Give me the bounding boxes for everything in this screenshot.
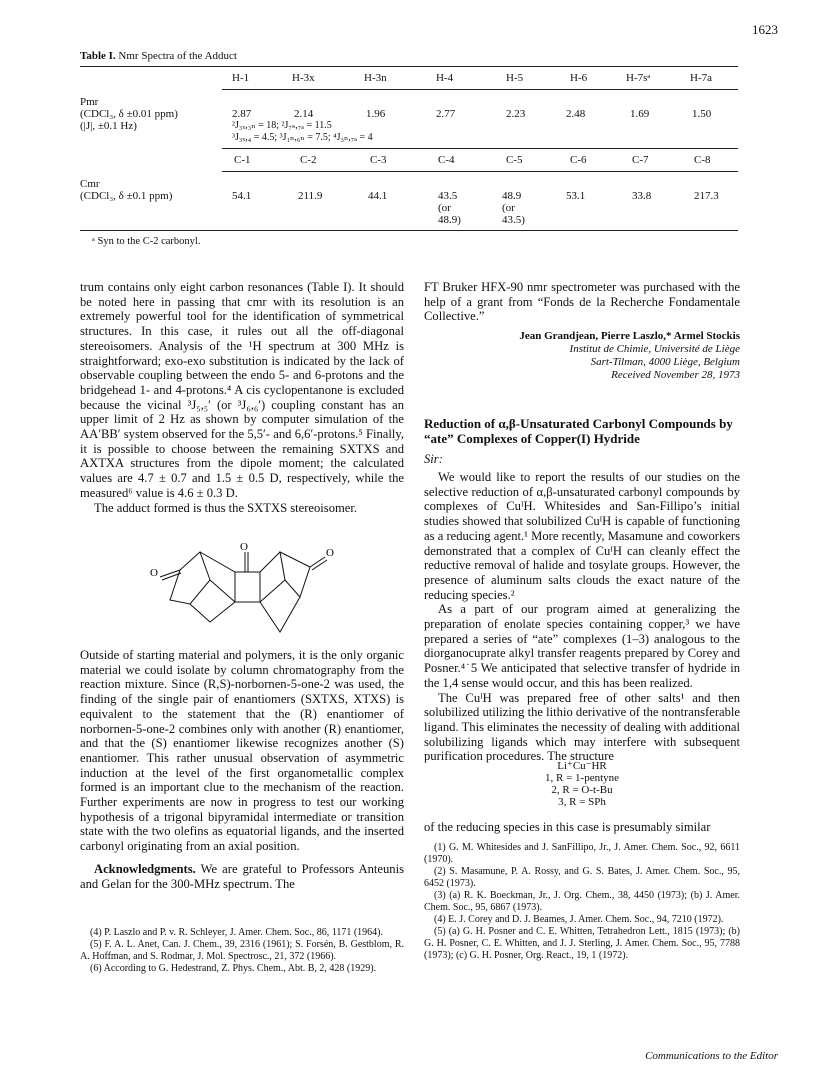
reference-4b: (4) E. J. Corey and D. J. Beames, J. Amer. Chem. Soc., 94, 7210 (1972).	[434, 914, 724, 925]
ack-heading: Acknowledgments.	[94, 861, 196, 876]
pmr-value-h3x: 2.14	[294, 108, 314, 120]
reference-4: (4) P. Laszlo and P. v. R. Schleyer, J. Amer. Chem. Soc., 86, 1171 (1964).	[90, 927, 383, 938]
carbonyl-right-bond-2	[312, 560, 327, 570]
compound-2: 2, R = O-t-Bu	[551, 784, 613, 796]
pmr-h5: H-5	[506, 72, 524, 84]
cmr-value-c5: 48.9	[502, 190, 522, 202]
reference-2: (2) S. Masamune, P. A. Rossy, and G. S. Bates, J. Amer. Chem. Soc., 95, 6452 (1973).	[424, 866, 740, 889]
cmr-header-rule	[222, 171, 738, 172]
cmr-value-c3: 44.1	[368, 190, 388, 202]
page-number: 1623	[752, 22, 778, 37]
pmr-label-1: Pmr	[80, 96, 99, 108]
cmr-value-c8: 217.3	[694, 190, 719, 202]
pmr-h4: H-4	[436, 72, 454, 84]
left-paragraph-2: The adduct formed is thus the SXTXS stereoisomer.	[94, 500, 358, 515]
affiliation-2: Sart-Tilman, 4000 Liège, Belgium	[590, 356, 740, 368]
cmr-c2: C-2	[300, 154, 317, 166]
pmr-value-h7s: 1.69	[630, 108, 650, 120]
carbonyl-left-bond	[160, 570, 180, 577]
left-ring	[170, 552, 210, 604]
cmr-label-2: (CDCl₃, δ ±0.1 ppm)	[80, 190, 173, 202]
cmr-label-1: Cmr	[80, 178, 100, 190]
cmr-c4: C-4	[438, 154, 455, 166]
oxygen-right: O	[326, 547, 334, 559]
right-references	[424, 842, 740, 962]
right-ring	[280, 552, 310, 597]
table-label: Table I.	[80, 50, 116, 62]
ack-text: We are grateful to Professors Anteunis and Gelan for the 300-MHz spectrum. The	[80, 861, 404, 891]
pmr-h3x: H-3x	[292, 72, 315, 84]
compound-3: 3, R = SPh	[558, 796, 606, 808]
right-paragraph-3: As a part of our program aimed at generalizing the preparation of enolate species containing copper,³ we have prepared a series of “ate” complexes (1–3) analogous to the diorganocuprate alkyl transfer reagents prepared by Corey and Posner.⁴˙5 We anticipated that selective transfer of hydride in the 1,4 sense would occur, and this has been realized.	[424, 602, 740, 690]
left-paragraph-3: Outside of starting material and polymers, it is the only organic material we could isolate by column chromatography from the reaction mixture. Since (R,S)-norbornen-5-one-2 was used, the finding of the single pair of enantiomers (SXTXS, XTXS) is equivalent to the statement that the (R) enantiomer of norbornen-5-one-2 combines only with another (R) enantiomer, and that the (S) enantiomer likewise recognizes another (S) enantiomer. This rather unusual observation of asymmetric induction at the level of the first organometallic complex formed is an important clue to the mechanism of the reaction. Further experiments are now in progress to test our working hypothesis of a trigonal bipyramidal intermediate or transition state with the two olefins as equatorial ligands, and the inserted carbonyl originating from an axial position.	[80, 648, 404, 854]
cmr-c5-alt-2: 43.5)	[502, 214, 525, 226]
pmr-label-3: (|J|, ±0.1 Hz)	[80, 120, 137, 132]
reference-1: (1) G. M. Whitesides and J. SanFillipo, Jr., J. Amer. Chem. Soc., 92, 6611 (1970).	[424, 842, 740, 865]
pmr-coupling-2: ³J₃ₓ,₄ = 4.5; ³J₁ₙ,₆ₙ = 7.5; ⁴J₃ₙ,₇ₐ = 4	[232, 132, 373, 143]
pmr-h6: H-6	[570, 72, 588, 84]
carbonyl-right-bond	[310, 557, 325, 567]
right-paragraph-1: FT Bruker HFX-90 nmr spectrometer was purchased with the help of a grant from “Fonds de la Recherche Fondamentale Collective.”	[424, 280, 740, 324]
cmr-c4-alt-2: 48.9)	[438, 214, 461, 226]
cmr-top-rule	[222, 148, 738, 149]
compound-1: 1, R = 1-pentyne	[544, 772, 620, 784]
author-block	[424, 330, 740, 382]
acknowledgments	[80, 862, 404, 891]
cmr-c5-alt-1: (or	[502, 202, 515, 214]
ring-junction	[235, 572, 260, 602]
pmr-h3n: H-3n	[364, 72, 387, 84]
authors: Jean Grandjean, Pierre Laszlo,* Armel Stockis	[519, 330, 740, 342]
table-top-rule	[80, 66, 738, 67]
right-column	[424, 280, 740, 324]
reference-5: (5) F. A. L. Anet, Can. J. Chem., 39, 2316 (1961); S. Forsén, B. Gestblom, R. A. Hoffman, and S. Rodmar, J. Mol. Spectrosc., 21, 372 (1966).	[80, 939, 404, 962]
pmr-value-h4: 2.77	[436, 108, 456, 120]
cmr-value-c4: 43.5	[438, 190, 458, 202]
table-caption-text: Nmr Spectra of the Adduct	[118, 50, 237, 62]
pmr-h7a: H-7a	[690, 72, 712, 84]
cmr-value-c2: 211.9	[298, 190, 323, 202]
right-paragraph-4: The CuᴵH was prepared free of other salts¹ and then solubilized utilizing the lithio derivative of the nontransferable ligand. This eliminates the necessity of dealing with additional solubilizing ligands which may interfere with subsequent purification procedures. The structure	[424, 690, 740, 764]
pmr-h7s: H-7sᵃ	[626, 72, 651, 84]
right-paragraph-2: We would like to report the results of our studies on the selective reduction of α,β-unsaturated carbonyl compounds by complexes of CuᴵH. Whitesides and San-Fillipo’s initial studies showed that solubilized CuᴵH is capable of functioning as a reducing agent.¹ More recently, Masamune and coworkers demonstrated that a complex of CuᴵH can cleanly effect the reductive removal of halide and tosylate groups. However, the presence of aluminum salts clouds the exact nature of the reducing species.²	[424, 470, 740, 602]
pmr-coupling-1: ²J₃ₓ,₃ₙ = 18; ²J₇ₛ,₇ₐ = 11.5	[232, 120, 332, 131]
pmr-label-2: (CDCl₃, δ ±0.01 ppm)	[80, 108, 178, 120]
pmr-value-h7a: 1.50	[692, 108, 712, 120]
left-column-lower	[80, 648, 404, 891]
pmr-value-h3n: 1.96	[366, 108, 386, 120]
affiliation-1: Institut de Chimie, Université de Liège	[569, 343, 740, 355]
received-date: Received November 28, 1973	[611, 369, 740, 381]
right-column-body	[424, 470, 740, 764]
salutation: Sir:	[424, 452, 443, 466]
cmr-c6: C-6	[570, 154, 587, 166]
formula: Li⁺Cu⁻HR	[557, 760, 607, 772]
table-caption	[80, 50, 237, 62]
cmr-c1: C-1	[234, 154, 251, 166]
pmr-h1: H-1	[232, 72, 250, 84]
formula-block	[424, 760, 740, 808]
lower-chain	[210, 580, 285, 602]
article-title: Reduction of α,β-Unsaturated Carbonyl Compounds by “ate” Complexes of Copper(I) Hydride	[424, 416, 733, 446]
central-bridge	[200, 552, 280, 572]
cmr-c3: C-3	[370, 154, 387, 166]
cmr-c8: C-8	[694, 154, 711, 166]
journal-section-footer: Communications to the Editor	[645, 1050, 778, 1062]
left-references	[80, 927, 404, 975]
pmr-value-h6: 2.48	[566, 108, 586, 120]
right-paragraph-5: of the reducing species in this case is presumably similar	[424, 820, 711, 834]
right-column-tail	[424, 820, 740, 835]
pmr-value-h5: 2.23	[506, 108, 526, 120]
cmr-c4-alt-1: (or	[438, 202, 451, 214]
adduct-structure-diagram	[150, 542, 350, 642]
pmr-value-h1: 2.87	[232, 108, 252, 120]
left-paragraph-1: trum contains only eight carbon resonances (Table I). It should be noted here in passing that cmr with its resolution is an extremely powerful tool for the identification of symmetrical structures. In this case, it rules out all the off-diagonal stereoisomers. Analysis of the ¹H spectrum at 300 MHz is straightforward; exo-exo substitution is indicated by the lack of observable coupling between the endo 5- and 6-protons and the bridgehead 1- and 4-protons.⁴ A cis cyclopentanone is excluded because the vicinal ³J₅,₅′ (or ³J₆,₆′) coupling constant has an upper limit of 2 Hz as shown by computer simulation of the AA′BB′ system observed for the 5,5′- and 6,6′-protons.⁵ Finally, it is possible to choose between the remaining SXTXS and AXTXA structures from the dipole moment; the calculated values are 4.7 ± 0.7 and 1.5 ± 0.5 D, respectively, while the measured⁶ value is 4.6 ± 0.3 D.	[80, 280, 404, 500]
cmr-value-c6: 53.1	[566, 190, 586, 202]
pmr-header-rule	[222, 89, 738, 90]
cmr-value-c1: 54.1	[232, 190, 252, 202]
reference-3: (3) (a) R. K. Boeckman, Jr., J. Org. Chem., 38, 4450 (1973); (b) J. Amer. Chem. Soc., 95, 6867 (1973).	[424, 890, 740, 913]
cmr-c7: C-7	[632, 154, 649, 166]
cmr-value-c7: 33.8	[632, 190, 652, 202]
reference-5b: (5) (a) G. H. Posner and C. E. Whitten, Tetrahedron Lett., 1815 (1973); (b) G. H. Posner, C. E. Whitten, and J. J. Sterling, J. Amer. Chem. Soc., 95, 7788 (1973); (c) G. H. Posner, Org. React., 19, 1 (1972).	[424, 926, 740, 961]
oxygen-left: O	[150, 567, 158, 579]
cmr-c5: C-5	[506, 154, 523, 166]
table-footnote: ᵃ Syn to the C-2 carbonyl.	[92, 236, 201, 247]
oxygen-top: O	[240, 542, 248, 553]
left-column	[80, 280, 404, 515]
reference-6: (6) According to G. Hedestrand, Z. Phys. Chem., Abt. B, 2, 428 (1929).	[90, 963, 377, 974]
table-bottom-rule	[80, 230, 738, 231]
